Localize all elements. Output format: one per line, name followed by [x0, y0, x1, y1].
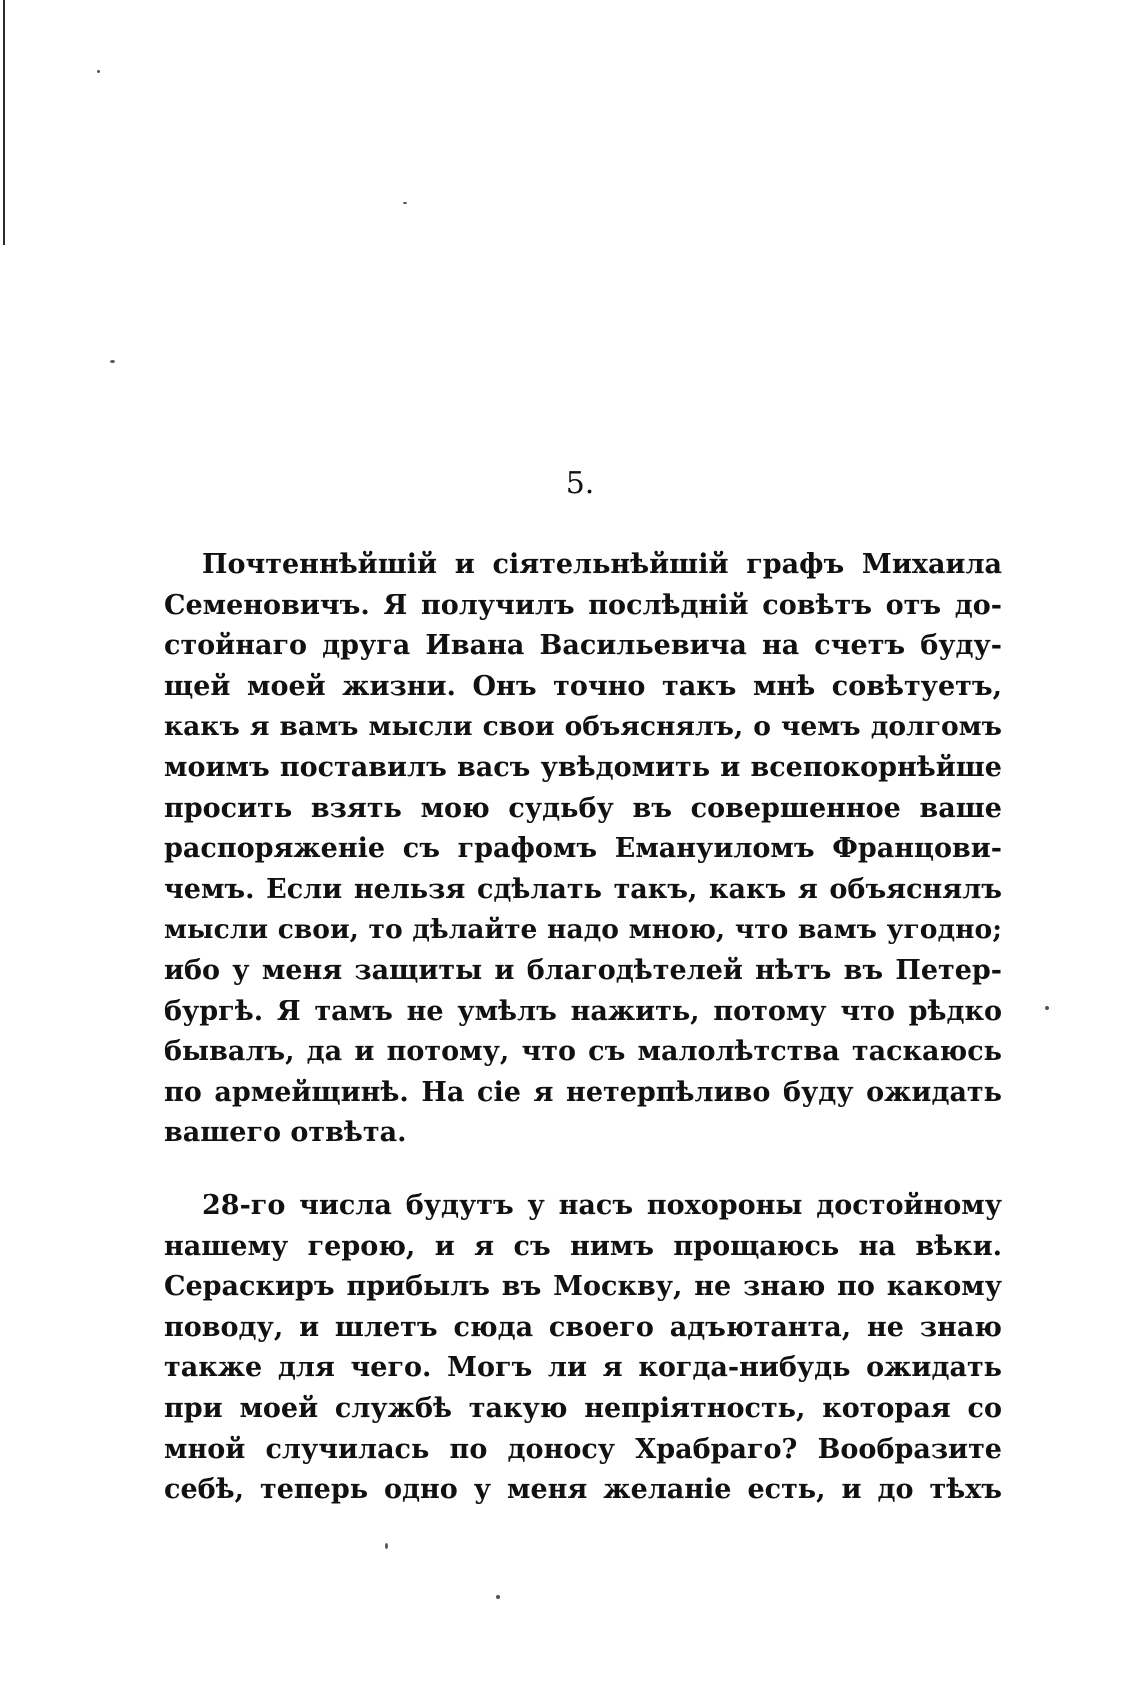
scan-speck — [403, 202, 407, 204]
text-line: Почтеннѣйшій и сіятельнѣйшій графъ Михаила — [202, 549, 1002, 580]
text-line: щей моей жизни. Онъ точно такъ мнѣ совѣтуетъ, — [164, 670, 1002, 702]
text-line: бургѣ. Я тамъ не умѣлъ нажить, потому что рѣдко — [164, 995, 1002, 1027]
text-line: также для чего. Могъ ли я когда-нибудь ожидать — [164, 1352, 1002, 1384]
text-line: какъ я вамъ мысли свои объяснялъ, о чемъ долгомъ — [164, 711, 1002, 743]
text-line: бывалъ, да и потому, что съ малолѣтства таскаюсь — [164, 1036, 1002, 1068]
page-number: 5. — [565, 466, 595, 501]
text-line: чемъ. Если нельзя сдѣлать такъ, какъ я объяснялъ — [164, 873, 1002, 905]
text-line: мной случилась по доносу Храбраго? Вообразите — [164, 1433, 1002, 1465]
paragraph-2 — [164, 1186, 1002, 1511]
paragraph-1 — [164, 545, 1002, 1154]
scan-edge-line — [3, 0, 5, 245]
text-line: мысли свои, то дѣлайте надо мною, что вамъ угодно; — [164, 914, 1002, 946]
text-line: по армейщинѣ. На сіе я нетерпѣливо буду ожидать — [164, 1076, 1002, 1108]
text-line: распоряженіе съ графомъ Емануиломъ Францови- — [164, 833, 1002, 865]
scan-speck — [97, 70, 100, 73]
text-line: нашему герою, и я съ нимъ прощаюсь на вѣки. — [164, 1230, 1002, 1262]
text-line: Сераскиръ прибылъ въ Москву, не знаю по какому — [164, 1271, 1002, 1303]
text-line: моимъ поставилъ васъ увѣдомить и всепокорнѣйше — [164, 751, 1002, 783]
text-line: стойнаго друга Ивана Васильевича на счетъ буду- — [164, 630, 1002, 662]
text-line: при моей службѣ такую непріятность, которая со — [164, 1392, 1002, 1424]
text-line: поводу, и шлетъ сюда своего адъютанта, не знаю — [164, 1311, 1002, 1343]
text-line: 28-го числа будутъ у насъ похороны достойному — [202, 1190, 1002, 1221]
text-line: себѣ, теперь одно у меня желаніе есть, и до тѣхъ — [164, 1474, 1002, 1506]
text-line: просить взять мою судьбу въ совершенное ваше — [164, 792, 1002, 824]
text-line: Семеновичъ. Я получилъ послѣдній совѣтъ отъ до- — [164, 589, 1002, 621]
scan-speck — [1045, 1006, 1049, 1010]
scan-speck — [110, 360, 115, 363]
text-line: вашего отвѣта. — [164, 1117, 407, 1149]
scan-speck — [496, 1595, 500, 1599]
scan-speck — [385, 1543, 388, 1549]
text-line: ибо у меня защиты и благодѣтелей нѣтъ въ Петер- — [164, 954, 1002, 986]
